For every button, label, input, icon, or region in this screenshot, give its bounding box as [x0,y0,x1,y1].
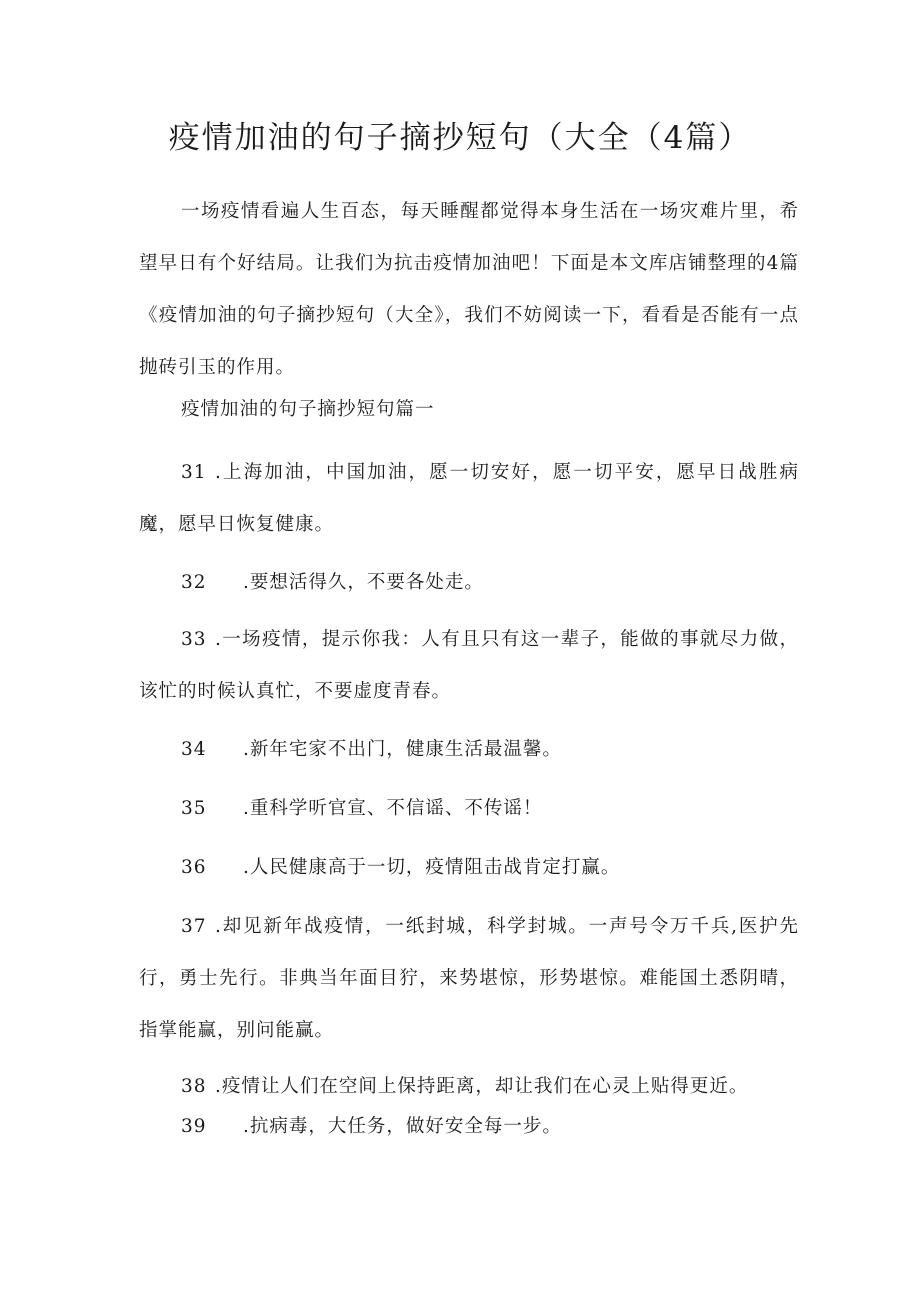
item-number: 39 [181,1116,207,1137]
item-text: .抗病毒，大任务，做好安全每一步。 [243,1116,562,1137]
list-item-36 [139,842,799,894]
item-number: 38 [181,1076,207,1097]
item-text: .重科学听官宣、不信谣、不传谣！ [243,798,543,819]
item-text: .人民健康高于一切，疫情阻击战肯定打赢。 [243,857,621,878]
item-text: .疫情让人们在空间上保持距离，却让我们在心灵上贴得更近。 [215,1076,749,1097]
item-text: .一场疫情，提示你我：人有且只有这一辈子，能做的事就尽力做，该忙的时候认真忙，不要虚度青春。 [139,629,799,702]
item-number: 37 [181,916,207,937]
section-heading: 疫情加油的句子摘抄短句篇一 [181,399,435,420]
list-item-34 [139,724,799,776]
item-number: 36 [181,857,207,878]
list-item-33 [139,614,799,718]
item-number: 32 [181,572,207,593]
item-text: .却见新年战疫情，一纸封城，科学封城。一声号令万千兵,医护先行，勇士先行。非典当年面目狞，来势堪惊，形势堪惊。难能国土悉阴晴，指掌能赢，别问能赢。 [139,916,799,1041]
item-number: 33 [181,629,207,650]
list-item-32 [139,557,799,609]
list-item-37 [139,901,799,1057]
item-number: 31 [181,462,207,483]
document-title: 疫情加油的句子摘抄短句（大全（4篇） [168,120,752,156]
item-text: .上海加油，中国加油，愿一切安好，愿一切平安，愿早日战胜病魔，愿早日恢复健康。 [139,462,799,535]
item-text: .新年宅家不出门，健康生活最温馨。 [243,739,562,760]
list-item-39 [139,1101,799,1153]
item-number: 34 [181,739,207,760]
item-text: .要想活得久，不要各处走。 [243,572,484,593]
list-item-31 [139,447,799,551]
item-number: 35 [181,798,207,819]
list-item-35 [139,783,799,835]
intro-paragraph: 一场疫情看遍人生百态，每天睡醒都觉得本身生活在一场灾难片里，希望早日有个好结局。让我们为抗击疫情加油吧！下面是本文库店铺整理的4篇《疫情加油的句子摘抄短句（大全》，我们不妨阅读一下，看看是否能有一点抛砖引玉的作用。 [139,201,799,378]
